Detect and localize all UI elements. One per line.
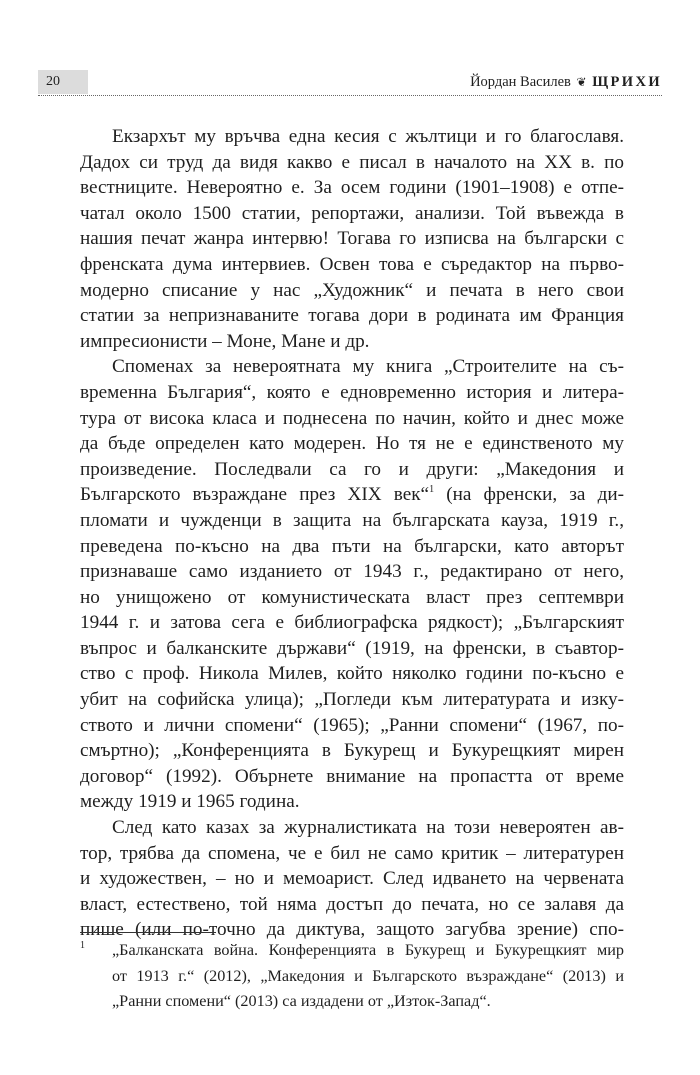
text-line: произведение. Последвали са го и други: „Македония и: [80, 458, 624, 480]
text-line: пише (или по-точно да диктува, защото загубва зрение) спо-: [80, 919, 624, 941]
text-line: признаваше само изданието от 1943 г., редактирано от него,: [80, 561, 624, 583]
text-line: преведена по-късно на два пъти на български, като авторът: [80, 535, 624, 557]
text-line: тор, трябва да спомена, че е бил не само критик – литературен: [80, 842, 624, 864]
footnote: [80, 940, 624, 1017]
text-line: но унищожено от комунистическата власт през септември: [80, 586, 624, 608]
footnote-separator: [80, 932, 216, 933]
text-line: След като казах за журналистиката на този невероятен ав-: [112, 817, 624, 839]
text-line: ството и лични спомени“ (1965); „Ранни спомени“ (1967, по-: [80, 714, 624, 736]
text-line: френската дума интервиев. Освен това е съредактор на първо-: [80, 253, 624, 275]
text-line: тура от висока класа и поднесена по начин, който и днес може: [80, 407, 624, 429]
footnote-body: [112, 940, 624, 1017]
text-line: смъртно); „Конференцията в Букурещ и Букурещкият мирен: [80, 740, 624, 762]
text-line: да бъде определен като модерен. Но тя не е единственото му: [80, 433, 624, 455]
text-line: нашия печат жанра интервю! Тогава го изписва на български с: [80, 228, 624, 250]
text-line: между 1919 и 1965 година.: [80, 791, 300, 813]
text-line: 1944 г. и затова сега е библиографска рядкост); „Българският: [80, 612, 624, 634]
text-line: убит на софийска улица); „Погледи към литературата и изку-: [80, 689, 624, 711]
footnote-line: от 1913 г.“ (2012), „Македония и Българското възраждане“ (2013) и: [112, 966, 624, 985]
text-line: временна България“, която е едновременно история и литера-: [80, 381, 624, 403]
footnote-line: „Ранни спомени“ (2013) са издадени от „Изток-Запад“.: [112, 992, 491, 1011]
body-text: [80, 124, 624, 943]
footnote-line: „Балканската война. Конференцията в Букурещ и Букурещкият мир: [112, 941, 624, 959]
running-header: [38, 70, 662, 94]
header-rule: [38, 95, 662, 96]
series-title: ЩРИХИ: [592, 74, 662, 90]
text-line: вестниците. Невероятно е. За осем години (1901–1908) е отпе-: [80, 177, 624, 199]
text-line: пломати и чужденци в защита на българската кауза, 1919 г.,: [80, 509, 624, 531]
text-line: въпрос и балканските държави“ (1919, на френски, в съавтор-: [80, 637, 624, 659]
text-line: ство с проф. Никола Милев, който няколко години по-късно е: [80, 663, 624, 685]
footnote-reference[interactable]: 1: [429, 484, 435, 496]
text-line: власт, естествено, той няма достъп до печата, но се залавя да: [80, 893, 624, 915]
text-line: Дадох си труд да видя какво е писал в началото на XX в. по: [80, 151, 624, 173]
text-segment: Българското възраждане през XIX век“: [80, 484, 430, 506]
text-line: [80, 482, 624, 508]
text-line: Екзархът му връчва една кесия с жълтици и го благославя.: [112, 126, 624, 147]
text-line: договор“ (1992). Обърнете внимание на пропастта от време: [80, 765, 624, 787]
text-line: статии за непризнаваните тогава дори в родината им Франция: [80, 305, 624, 327]
footnote-marker: 1: [80, 940, 85, 951]
page-number: 20: [38, 70, 88, 94]
text-line: модерно списание у нас „Художник“ и печата в него свои: [80, 279, 624, 301]
running-head: [470, 70, 662, 94]
fleuron-icon: ❦: [576, 75, 587, 89]
text-line: и художествен, – но и мемоарист. След идването на червената: [80, 868, 624, 890]
text-line: Споменах за невероятната му книга „Строителите на съ-: [112, 356, 624, 378]
author-name: Йордан Василев: [470, 74, 571, 90]
text-segment: (на френски, за ди-: [446, 484, 625, 506]
text-line: импресионисти – Моне, Мане и др.: [80, 330, 370, 352]
text-line: чатал около 1500 статии, репортажи, анализи. Той въвежда в: [80, 202, 624, 224]
